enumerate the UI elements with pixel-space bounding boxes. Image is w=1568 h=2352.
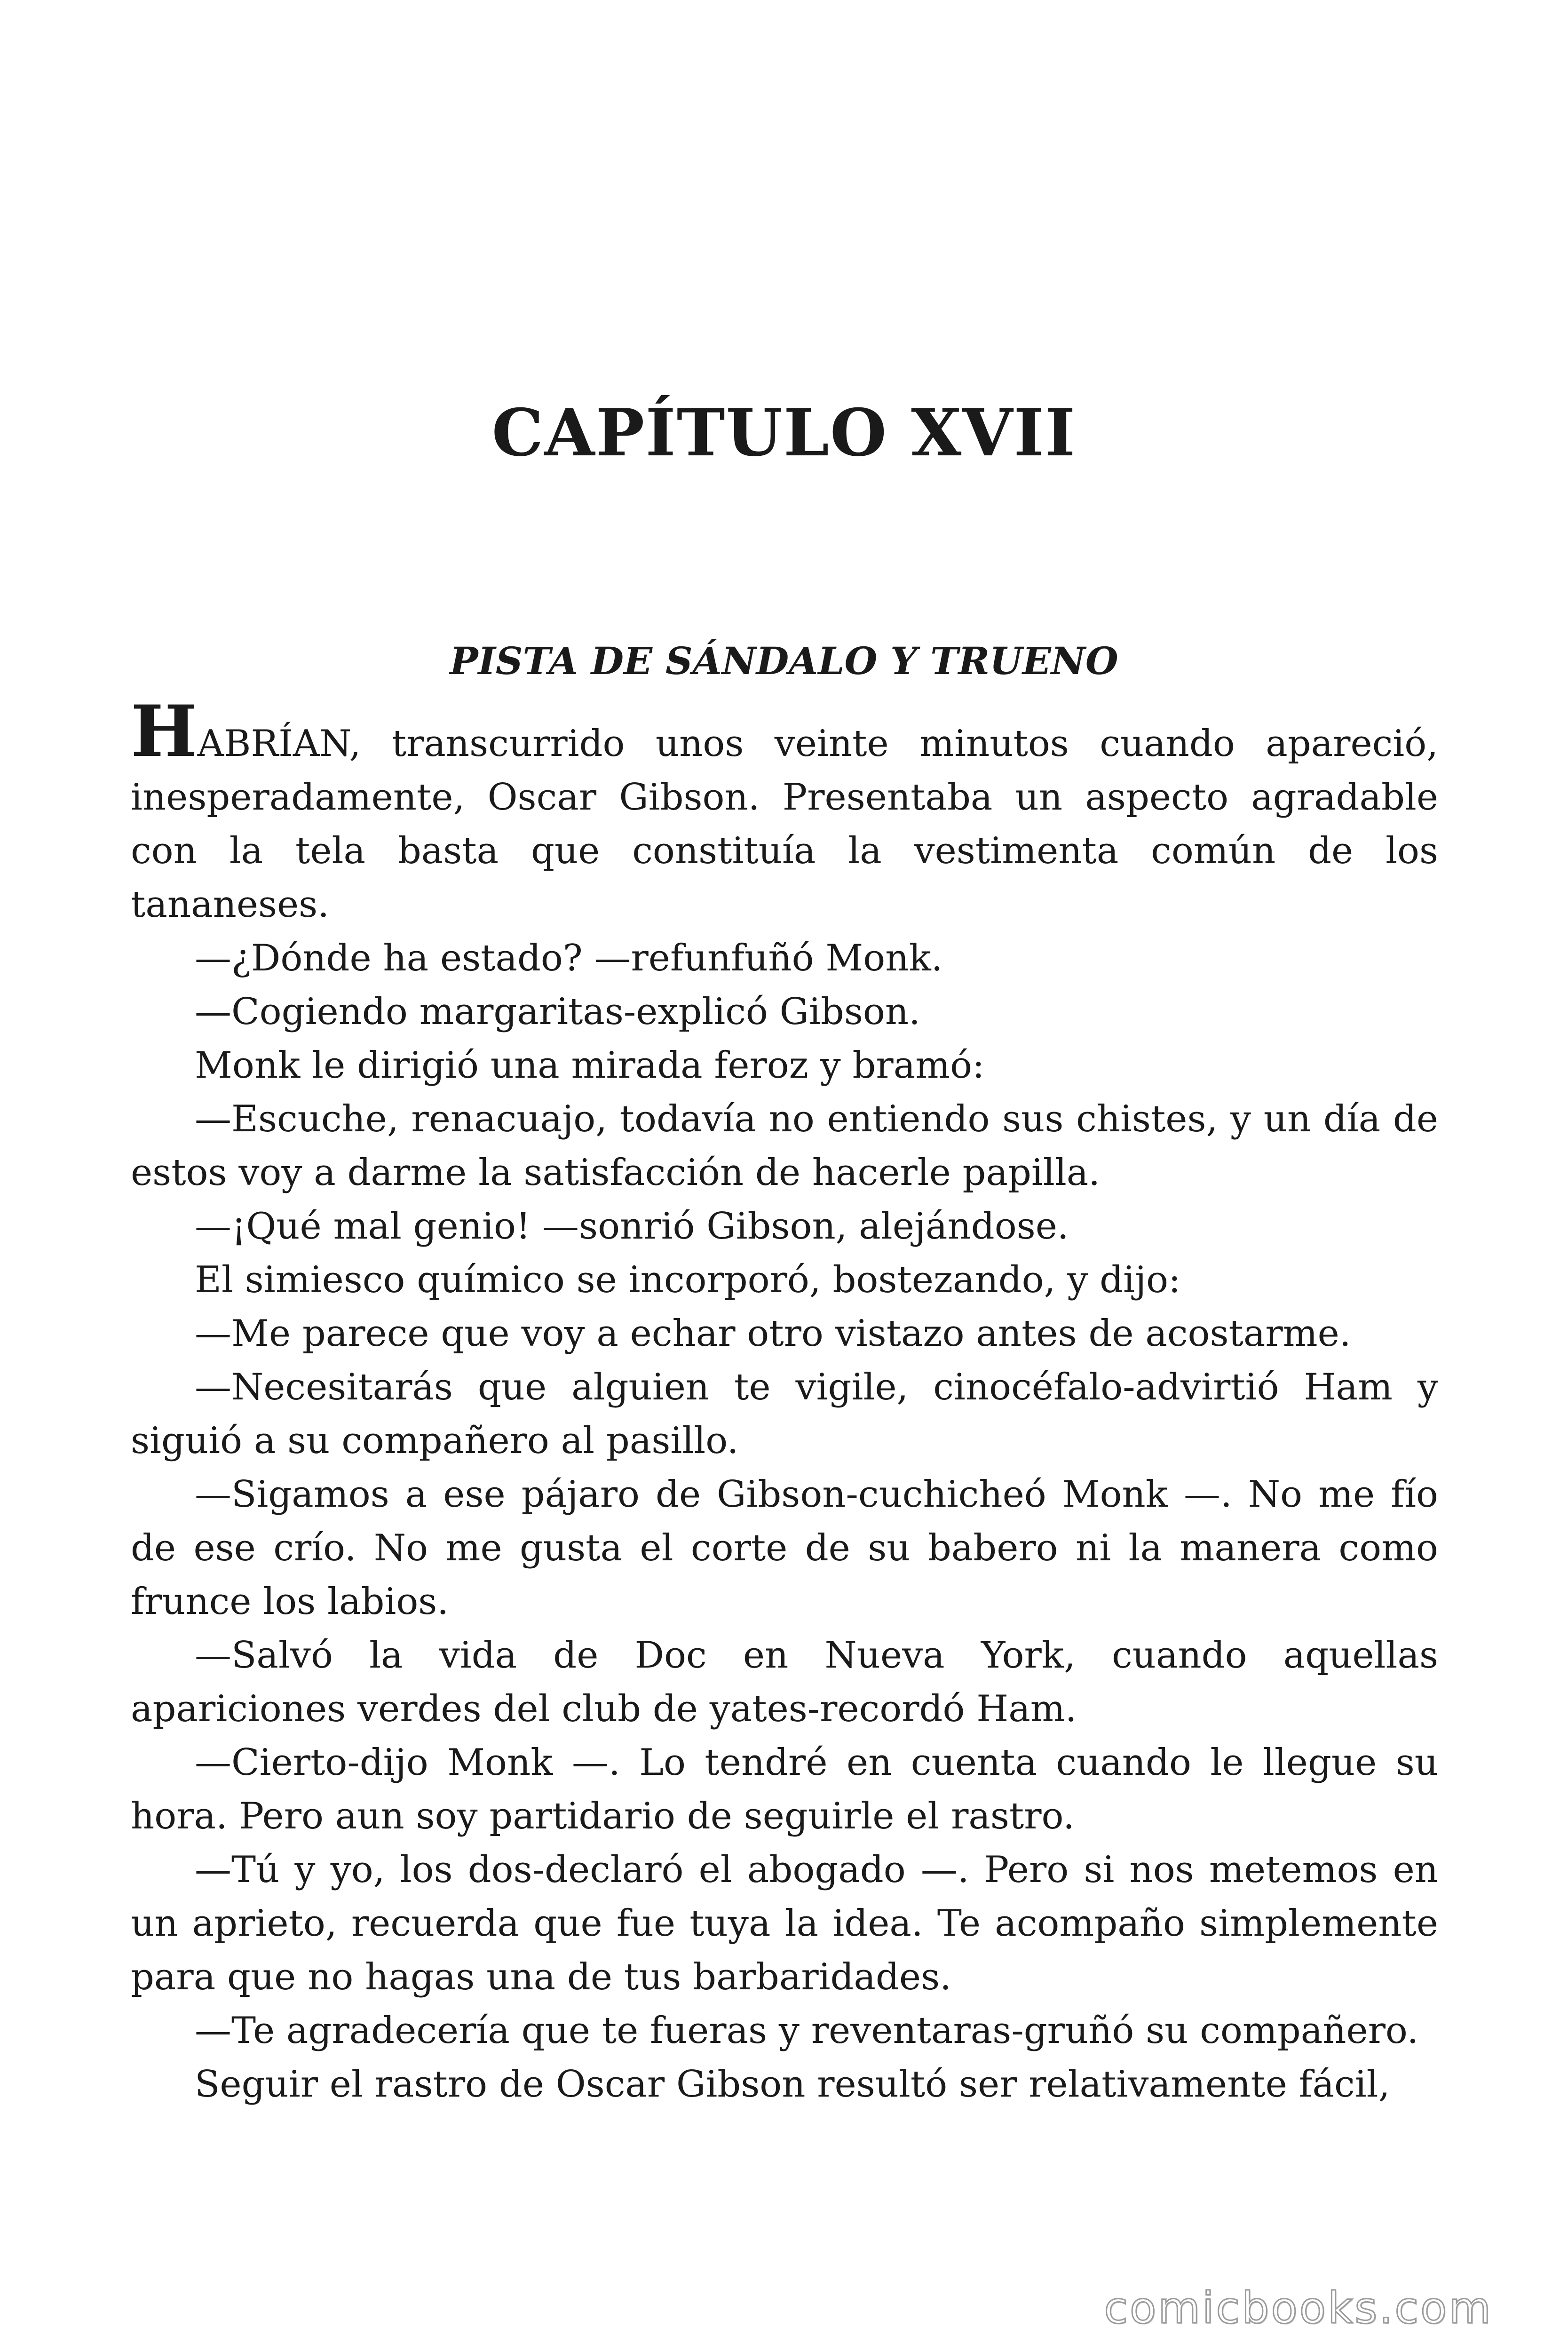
paragraph: —Me parece que voy a echar otro vistazo antes de acostarme. xyxy=(195,1312,1351,1355)
opening-smallcaps: ABRÍAN xyxy=(197,723,349,765)
paragraph: —Escuche, renacuajo, todavía no entiendo sus chistes, y un día de estos voy a darme la satisfacción de hacerle papilla. xyxy=(131,1098,1438,1194)
watermark: comicbooks.com xyxy=(1104,2283,1493,2333)
paragraph: —Cierto-dijo Monk —. Lo tendré en cuenta cuando le llegue su hora. Pero aun soy partidario de seguirle el rastro. xyxy=(131,1741,1438,1837)
paragraph: Monk le dirigió una mirada feroz y bramó: xyxy=(195,1044,985,1087)
paragraph: —Cogiendo margaritas-explicó Gibson. xyxy=(195,991,920,1033)
paragraph: Seguir el rastro de Oscar Gibson resultó ser relativamente fácil, xyxy=(195,2063,1390,2106)
chapter-title: CAPÍTULO XVII xyxy=(491,394,1077,471)
chapter-body xyxy=(131,690,1438,2111)
paragraph: —Necesitarás que alguien te vigile, cinocéfalo-advirtió Ham y siguió a su compañero al pasillo. xyxy=(131,1366,1438,1462)
paragraph: —Tú y yo, los dos-declaró el abogado —. Pero si nos metemos en un aprieto, recuerda que fue tuya la idea. Te acompaño simplemente para que no hagas una de tus barbaridades. xyxy=(131,1849,1438,1998)
opening-text: , transcurrido unos veinte minutos cuando apareció, inesperadamente, Oscar Gibson. Presentaba un aspecto agradable con la tela basta que constituía la vestimenta común de los tananeses. xyxy=(131,723,1438,926)
paragraph: —Sigamos a ese pájaro de Gibson-cuchicheó Monk —. No me fío de ese crío. No me gusta el corte de su babero ni la manera como frunce los labios. xyxy=(131,1473,1438,1623)
paragraph: —Salvó la vida de Doc en Nueva York, cuando aquellas apariciones verdes del club de yates-recordó Ham. xyxy=(131,1634,1438,1730)
paragraph: —¡Qué mal genio! —sonrió Gibson, alejándose. xyxy=(195,1205,1069,1248)
drop-cap: H xyxy=(131,690,198,773)
paragraph: —Te agradecería que te fueras y reventaras-gruñó su compañero. xyxy=(195,2010,1419,2052)
paragraph: —¿Dónde ha estado? —refunfuñó Monk. xyxy=(195,937,943,979)
paragraph: El simiesco químico se incorporó, bostezando, y dijo: xyxy=(195,1259,1181,1301)
chapter-subtitle: PISTA DE SÁNDALO Y TRUENO xyxy=(450,639,1118,683)
opening-paragraph xyxy=(131,690,1438,931)
